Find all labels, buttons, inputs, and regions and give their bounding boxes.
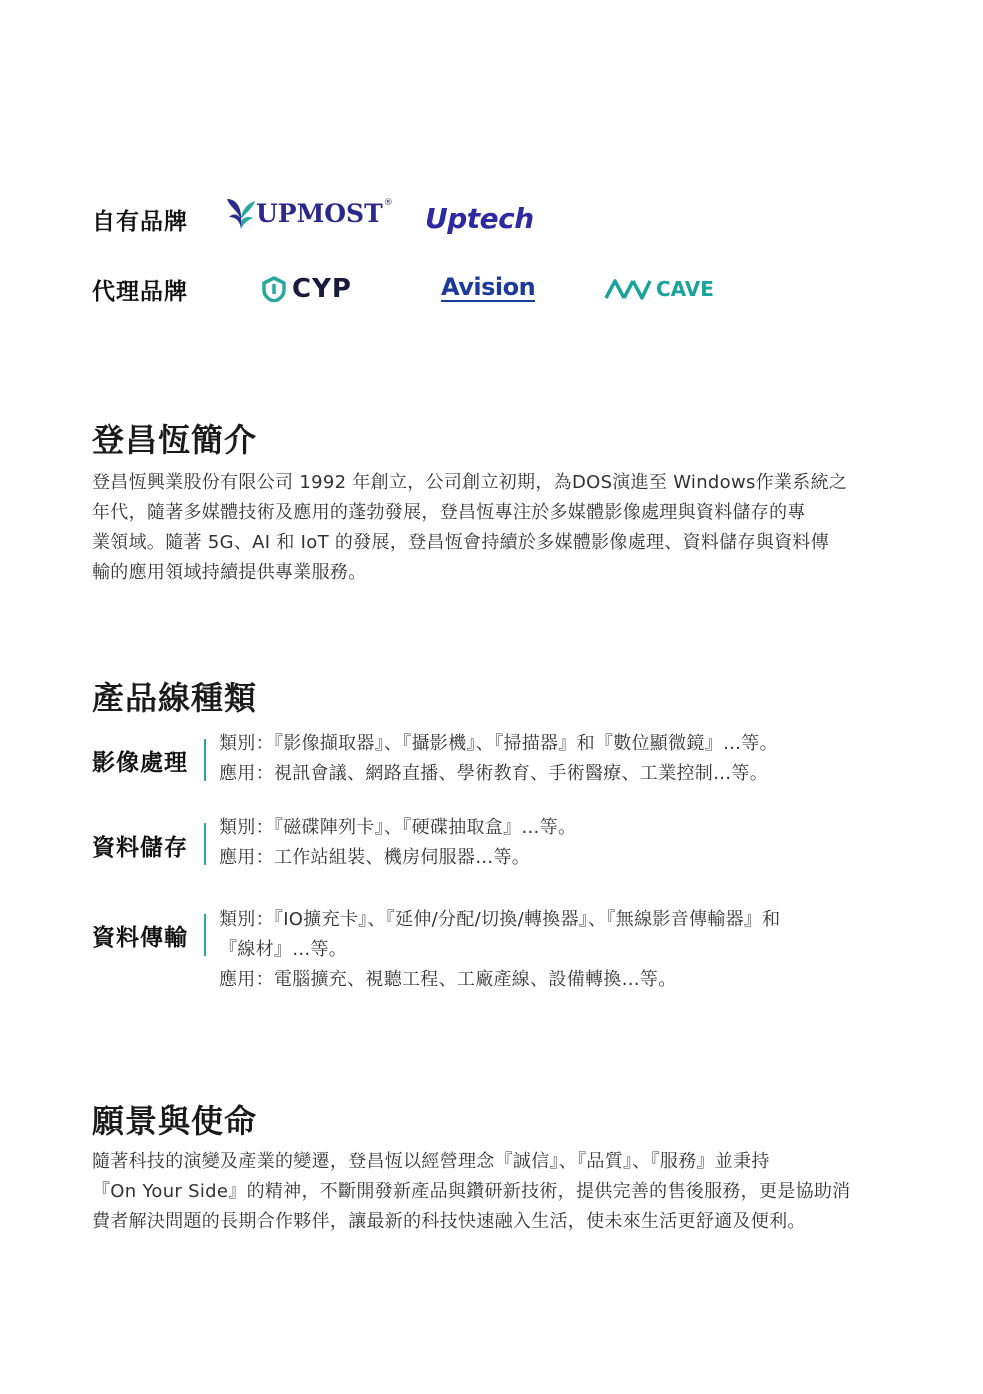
category-line: 類別：『磁碟陣列卡』、『硬碟抽取盒』…等。 (219, 817, 577, 838)
vision-paragraph (92, 1147, 922, 1237)
registered-mark: ® (383, 198, 393, 208)
uptech-logo (425, 200, 534, 236)
category-line: 應用：電腦擴充、視聽工程、工廠產線、設備轉換…等。 (219, 969, 677, 990)
intro-line: 輸的應用領域持續提供專業服務。 (92, 562, 367, 583)
category-line: 『線材』…等。 (219, 939, 348, 960)
products-title: 產品線種類 (92, 679, 258, 717)
cyp-logo (262, 272, 352, 306)
category-divider (204, 823, 206, 865)
intro-title: 登昌恆簡介 (92, 421, 258, 459)
uptech-wordmark: Uptech (425, 201, 534, 235)
intro-line: 年代，隨著多媒體技術及應用的蓬勃發展，登昌恆專注於多媒體影像處理與資料儲存的專 (92, 502, 806, 523)
category-label-imaging: 影像處理 (92, 750, 188, 776)
cyp-shield-icon (262, 276, 286, 302)
category-divider (204, 914, 206, 956)
category-line: 應用：工作站組裝、機房伺服器…等。 (219, 847, 531, 868)
category-divider (204, 739, 206, 781)
agent-brands-label: 代理品牌 (92, 279, 188, 305)
cyp-wordmark: CYP (292, 274, 352, 304)
intro-paragraph (92, 468, 912, 588)
category-line: 應用：視訊會議、網路直播、學術教育、手術醫療、工業控制…等。 (219, 763, 768, 784)
category-line: 類別：『IO擴充卡』、『延伸/分配/切換/轉換器』、『無線影音傳輸器』和 (219, 909, 781, 930)
category-storage (219, 813, 576, 873)
category-label-transmission: 資料傳輸 (92, 925, 188, 951)
category-transmission (219, 905, 780, 995)
vision-title: 願景與使命 (92, 1102, 258, 1140)
vision-line: 隨著科技的演變及產業的變遷，登昌恆以經營理念『誠信』、『品質』、『服務』並秉持 (92, 1151, 770, 1172)
category-imaging (219, 729, 778, 789)
vision-line: 費者解決問題的長期合作夥伴，讓最新的科技快速融入生活，使未來生活更舒適及便利。 (92, 1211, 806, 1232)
intro-line: 業領域。隨著 5G、AI 和 IoT 的發展，登昌恆會持續於多媒體影像處理、資料儲存與資料傳 (92, 532, 830, 553)
own-brands-label: 自有品牌 (92, 209, 188, 235)
category-label-storage: 資料儲存 (92, 835, 188, 861)
upmost-logo (226, 193, 393, 233)
intro-line: 登昌恆興業股份有限公司 1992 年創立，公司創立初期，為DOS演進至 Windows作業系統之 (92, 472, 848, 493)
cave-logo (604, 276, 714, 302)
vision-line: 『On Your Side』的精神，不斷開發新產品與鑽研新技術，提供完善的售後服務，更是協助消 (92, 1181, 851, 1202)
butterfly-icon (226, 195, 256, 231)
upmost-wordmark: UPMOST (256, 198, 383, 228)
av-mark-icon (604, 278, 652, 300)
avision-logo (441, 272, 535, 304)
category-line: 類別：『影像擷取器』、『攝影機』、『掃描器』和『數位顯微鏡』…等。 (219, 733, 778, 754)
avision-wordmark: Avision (441, 273, 536, 301)
cave-wordmark: CAVE (656, 277, 714, 301)
